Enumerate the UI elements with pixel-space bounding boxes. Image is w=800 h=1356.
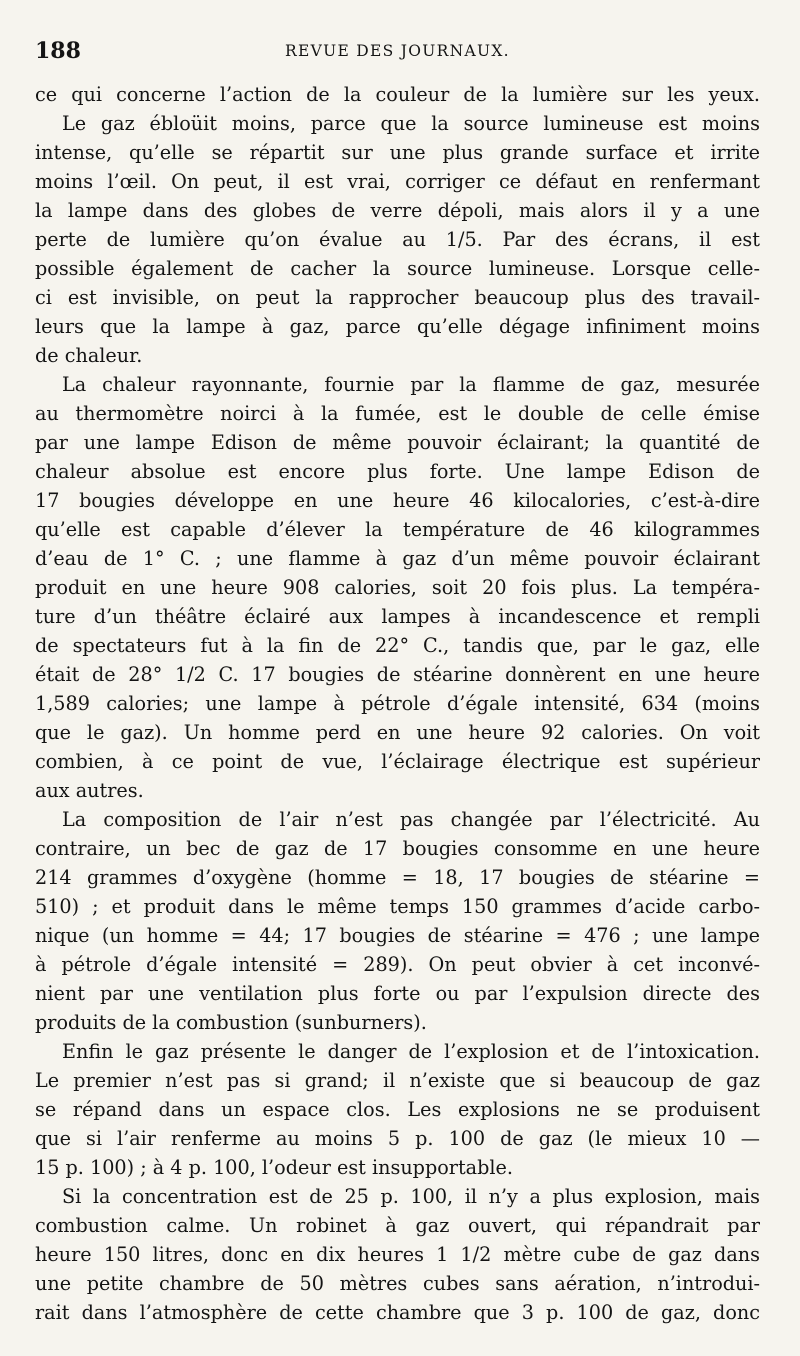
text-line: possible également de cacher la source lumineuse. Lorsque celle- (35, 257, 760, 280)
text-line: 1,589 calories; une lampe à pétrole d’égale intensité, 634 (moins (35, 692, 760, 715)
text-line: que si l’air renferme au moins 5 p. 100 de gaz (le mieux 10 — (35, 1127, 760, 1150)
text-line: heure 150 litres, donc en dix heures 1 1/2 mètre cube de gaz dans (35, 1243, 760, 1266)
text-line: La chaleur rayonnante, fournie par la flamme de gaz, mesurée (62, 373, 760, 396)
running-title: REVUE DES JOURNAUX. (285, 42, 510, 60)
text-line: ci est invisible, on peut la rapprocher beaucoup plus des travail- (35, 286, 760, 309)
text-line: produit en une heure 908 calories, soit 20 fois plus. La tempéra- (35, 576, 760, 599)
text-line: à pétrole d’égale intensité = 289). On peut obvier à cet inconvé- (35, 953, 760, 976)
body-text (35, 80, 760, 1327)
text-line: perte de lumière qu’on évalue au 1/5. Par des écrans, il est (35, 228, 760, 251)
text-line: de chaleur. (35, 344, 143, 367)
text-line: 510) ; et produit dans le même temps 150 grammes d’acide carbo- (35, 895, 760, 918)
text-line: 17 bougies développe en une heure 46 kilocalories, c’est-à-dire (35, 489, 760, 512)
text-line: une petite chambre de 50 mètres cubes sans aération, n’introdui- (35, 1272, 760, 1295)
text-line: 214 grammes d’oxygène (homme = 18, 17 bougies de stéarine = (35, 866, 760, 889)
text-line: aux autres. (35, 779, 144, 802)
text-line: se répand dans un espace clos. Les explosions ne se produisent (35, 1098, 760, 1121)
text-line: nique (un homme = 44; 17 bougies de stéarine = 476 ; une lampe (35, 924, 760, 947)
text-line: chaleur absolue est encore plus forte. Une lampe Edison de (35, 460, 760, 483)
text-line: intense, qu’elle se répartit sur une plus grande surface et irrite (35, 141, 760, 164)
page-number: 188 (35, 38, 81, 64)
text-line: ture d’un théâtre éclairé aux lampes à incandescence et rempli (35, 605, 760, 628)
text-line: combustion calme. Un robinet à gaz ouvert, qui répandrait par (35, 1214, 760, 1237)
text-line: produits de la combustion (sunburners). (35, 1011, 427, 1034)
text-line: leurs que la lampe à gaz, parce qu’elle dégage infiniment moins (35, 315, 760, 338)
text-line: rait dans l’atmosphère de cette chambre que 3 p. 100 de gaz, donc (35, 1301, 760, 1324)
text-line: ce qui concerne l’action de la couleur de la lumière sur les yeux. (35, 83, 760, 106)
text-line: La composition de l’air n’est pas changée par l’électricité. Au (62, 808, 760, 831)
text-line: Le gaz ébloüit moins, parce que la source lumineuse est moins (62, 112, 760, 135)
text-line: Enfin le gaz présente le danger de l’explosion et de l’intoxication. (62, 1040, 760, 1063)
text-line: par une lampe Edison de même pouvoir éclairant; la quantité de (35, 431, 760, 454)
text-line: moins l’œil. On peut, il est vrai, corriger ce défaut en renfermant (35, 170, 760, 193)
text-line: combien, à ce point de vue, l’éclairage électrique est supérieur (35, 750, 760, 773)
page-header (35, 38, 760, 68)
text-line: 15 p. 100) ; à 4 p. 100, l’odeur est insupportable. (35, 1156, 513, 1179)
text-line: de spectateurs fut à la fin de 22° C., tandis que, par le gaz, elle (35, 634, 760, 657)
text-line: Si la concentration est de 25 p. 100, il n’y a plus explosion, mais (62, 1185, 760, 1208)
text-line: contraire, un bec de gaz de 17 bougies consomme en une heure (35, 837, 760, 860)
text-line: au thermomètre noirci à la fumée, est le double de celle émise (35, 402, 760, 425)
text-line: qu’elle est capable d’élever la température de 46 kilogrammes (35, 518, 760, 541)
text-line: Le premier n’est pas si grand; il n’existe que si beaucoup de gaz (35, 1069, 760, 1092)
text-line: la lampe dans des globes de verre dépoli, mais alors il y a une (35, 199, 760, 222)
text-line: était de 28° 1/2 C. 17 bougies de stéarine donnèrent en une heure (35, 663, 760, 686)
text-line: que le gaz). Un homme perd en une heure 92 calories. On voit (35, 721, 760, 744)
text-line: nient par une ventilation plus forte ou par l’expulsion directe des (35, 982, 760, 1005)
text-line: d’eau de 1° C. ; une flamme à gaz d’un même pouvoir éclairant (35, 547, 760, 570)
